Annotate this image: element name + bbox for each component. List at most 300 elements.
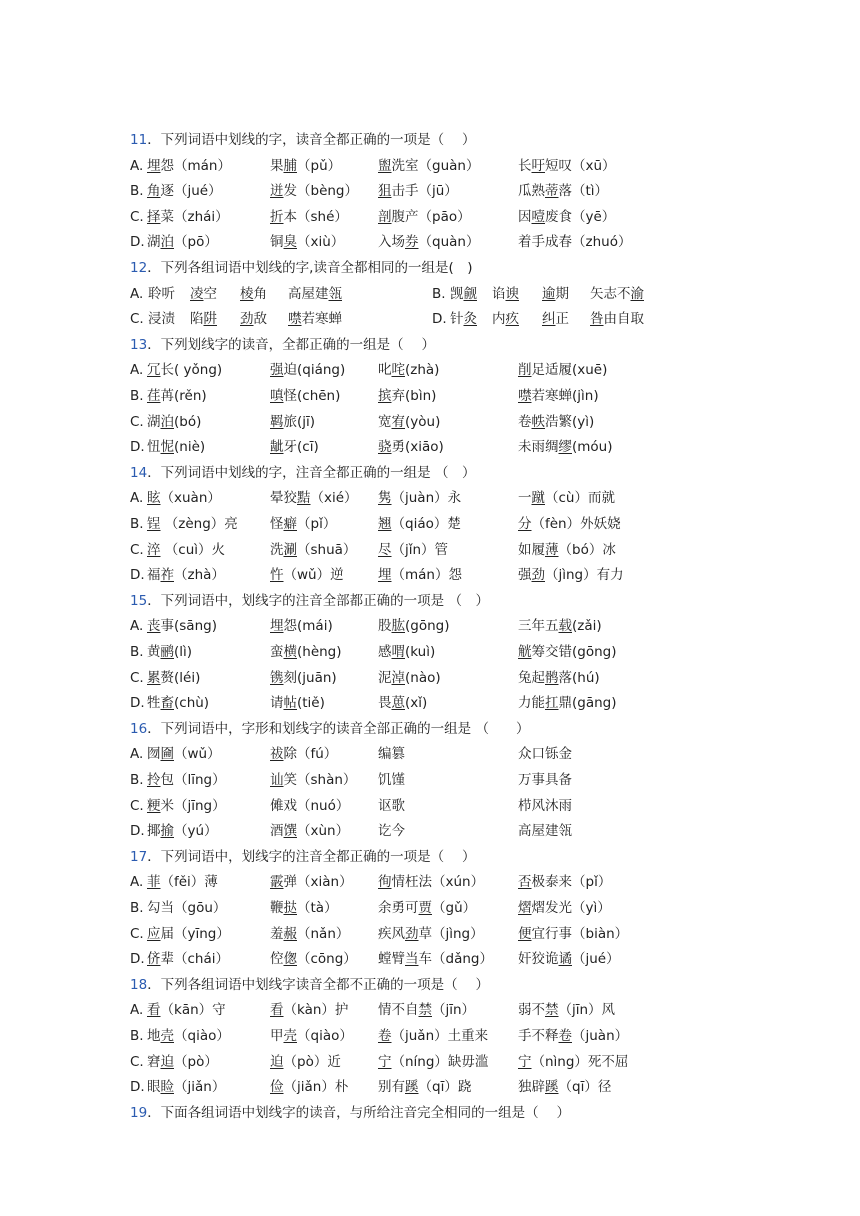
option-item [270, 871, 353, 893]
segment-text: (tiě) [297, 695, 325, 712]
segment-text: （quàn） [418, 234, 480, 251]
underlined-char: 宁 [518, 1053, 532, 1070]
segment-text: 奸狡诡 [518, 951, 559, 968]
segment-text: 着手成春（zhuó） [518, 234, 632, 251]
underlined-char: 薄 [545, 541, 559, 558]
segment-text: 泥 [378, 669, 392, 686]
segment-text: 落(hú) [558, 669, 600, 686]
underlined-char: 偬 [283, 951, 297, 968]
option-item [147, 743, 221, 765]
segment-text: （cōng） [297, 951, 357, 968]
segment-text: 怨（mán） [160, 157, 231, 174]
option-item [378, 897, 476, 919]
question-stem [130, 462, 475, 484]
segment-text: 羞 [270, 925, 284, 942]
underlined-char: 券 [405, 234, 419, 251]
segment-text: 角 [253, 285, 267, 302]
underlined-char: 揄 [160, 823, 174, 840]
option-item [542, 283, 569, 305]
segment-text: 由自取 [603, 311, 644, 328]
segment-text: 饥馑 [378, 772, 405, 788]
segment-text: 眼 [147, 1079, 161, 1096]
question-stem [130, 334, 435, 356]
segment-text: (lì) [174, 644, 193, 660]
segment-text: 傩戏（nuó） [270, 797, 350, 814]
option-item [378, 155, 479, 177]
question-number: 11 [130, 132, 148, 148]
segment-text: 股 [378, 618, 392, 635]
option-item [518, 1025, 628, 1047]
option-item [270, 359, 345, 381]
option-item [518, 411, 594, 433]
option-item [378, 1025, 488, 1047]
segment-text: 叱 [378, 362, 392, 379]
question-text: ．下列各组词语中划线字读音全都不正确的一项是（ ） [147, 976, 489, 993]
question-stem [130, 718, 529, 740]
option-label: B. [130, 772, 144, 788]
segment-text: 菜（zhái） [160, 208, 229, 225]
segment-text: 高屋建 [288, 285, 329, 302]
underlined-char: 便 [518, 925, 532, 942]
underlined-char: 卷 [558, 1028, 572, 1044]
segment-text: 足适履(xuē) [531, 362, 608, 379]
underlined-char: 咤 [391, 362, 405, 379]
segment-text: 极泰来（pǐ） [531, 874, 612, 891]
question-number: 14 [130, 464, 148, 481]
underlined-char: 鹂 [160, 644, 174, 660]
segment-text: （juǎn）土重来 [391, 1028, 489, 1044]
option-label: C. [130, 669, 144, 686]
segment-text: (bó) [174, 413, 202, 430]
segment-text: 针 [450, 311, 464, 328]
segment-text: 筹交错(gōng) [531, 644, 617, 660]
segment-text: 赘(léi) [160, 669, 201, 686]
underlined-char: 臭 [283, 234, 297, 251]
option-item [270, 820, 349, 842]
segment-text: （jué） [572, 951, 620, 968]
option-item [492, 283, 519, 305]
segment-text: （juàn） [572, 1028, 629, 1044]
underlined-char: 吁 [531, 157, 545, 174]
segment-text: 牲 [147, 695, 161, 712]
option-item [378, 231, 479, 253]
underlined-char: 蒂 [545, 183, 559, 200]
option-item [270, 564, 344, 586]
segment-text: （bó）冰 [558, 541, 616, 558]
option-label: B. [130, 900, 144, 916]
option-item [240, 308, 267, 330]
segment-text: 甲 [270, 1028, 284, 1044]
segment-text: 兔起 [518, 669, 545, 686]
option-label: D. [130, 1079, 145, 1096]
question-text: ．下列各组词语中划线的字,读音全都相同的一组是( ) [147, 260, 473, 276]
segment-text: 感 [378, 644, 392, 660]
underlined-char: 壳 [160, 1028, 174, 1044]
segment-text: 除（fú） [283, 746, 338, 763]
underlined-char: 噎 [531, 208, 545, 225]
segment-text: 宜行事（biàn） [531, 925, 629, 942]
option-item [518, 923, 628, 945]
segment-text: 怪(chēn) [283, 388, 341, 404]
option-label: B. [130, 388, 144, 404]
underlined-char: 羁 [270, 413, 284, 430]
underlined-char: 灸 [463, 311, 477, 328]
question-number: 17 [130, 848, 148, 865]
segment-text: (nào) [405, 669, 441, 686]
segment-text: 熠发光（yì） [531, 900, 611, 916]
segment-text: 福 [147, 567, 161, 584]
underlined-char: 埋 [147, 157, 161, 174]
underlined-char: 迫 [270, 1053, 284, 1070]
option-item [147, 795, 226, 817]
segment-text: 车（dǎng） [418, 951, 493, 968]
segment-text: 讴歌 [378, 797, 405, 814]
option-item [147, 180, 222, 202]
segment-text: （zèng）亮 [160, 516, 238, 532]
option-item [147, 948, 229, 970]
segment-text: 敌 [253, 311, 267, 328]
underlined-char: 荏 [147, 388, 161, 404]
underlined-char: 癖 [283, 516, 297, 532]
segment-text: 高屋建瓴 [518, 823, 572, 840]
underlined-char: 喟 [391, 644, 405, 660]
option-item [378, 539, 448, 561]
underlined-char: 睑 [160, 1079, 174, 1096]
segment-text: 内 [492, 311, 506, 328]
underlined-char: 鹘 [545, 669, 559, 686]
underlined-char: 逾 [542, 285, 556, 302]
segment-text: 事(sāng) [160, 618, 217, 635]
option-item [378, 180, 458, 202]
option-item [240, 283, 267, 305]
underlined-char: 强 [270, 362, 284, 379]
underlined-char: 剖 [378, 208, 392, 225]
option-item [270, 667, 337, 689]
underlined-char: 噤 [288, 311, 302, 328]
underlined-char: 贾 [418, 900, 432, 916]
option-item [378, 769, 405, 791]
option-item [378, 615, 450, 637]
option-item [270, 743, 337, 765]
option-item [147, 1025, 230, 1047]
option-item [378, 564, 462, 586]
option-item [270, 999, 348, 1021]
option-item [518, 231, 631, 253]
option-label: B. [130, 516, 144, 532]
segment-text: (gōng) [405, 618, 450, 635]
underlined-char: 噤 [518, 388, 532, 404]
underlined-char: 埋 [378, 567, 392, 584]
option-item [518, 743, 572, 765]
option-item [270, 539, 356, 561]
option-item [147, 871, 218, 893]
segment-text: 窘 [147, 1053, 161, 1070]
option-item [378, 667, 441, 689]
option-item [378, 411, 440, 433]
underlined-char: 迫 [160, 1053, 174, 1070]
underlined-char: 角 [147, 183, 161, 200]
option-item [270, 385, 340, 407]
option-item [147, 1051, 218, 1073]
segment-text: 囫 [147, 746, 161, 763]
underlined-char: 削 [518, 362, 532, 379]
option-item [518, 155, 616, 177]
option-label: D. [130, 439, 145, 456]
option-label: A. [130, 285, 144, 302]
option-item [378, 692, 427, 714]
segment-text: 长 [518, 157, 532, 174]
option-item [450, 308, 477, 330]
option-item [270, 180, 358, 202]
underlined-char: 迸 [270, 183, 284, 200]
underlined-char: 菲 [147, 874, 161, 891]
option-item [518, 769, 572, 791]
option-item [518, 359, 607, 381]
underlined-char: 折 [270, 208, 284, 225]
underlined-char: 摈 [378, 388, 392, 404]
underlined-char: 淖 [391, 669, 405, 686]
segment-text: 空 [203, 285, 217, 302]
option-item [518, 948, 620, 970]
segment-text: (móu) [572, 439, 613, 456]
segment-text: （tà） [297, 900, 338, 916]
underlined-char: 劲 [531, 567, 545, 584]
segment-text: 废食（yē） [545, 208, 616, 225]
option-label: A. [130, 1002, 144, 1019]
segment-text: 倥 [270, 951, 284, 968]
option-item [190, 308, 217, 330]
segment-text: 讫今 [378, 823, 405, 840]
underlined-char: 纠 [542, 311, 556, 328]
segment-text: （kàn）护 [283, 1002, 349, 1019]
option-item [147, 487, 221, 509]
option-item [270, 641, 342, 663]
segment-text: (xǐ) [405, 695, 428, 712]
option-item [270, 692, 325, 714]
segment-text: （mán）怨 [391, 567, 462, 584]
segment-text: (niè) [174, 439, 206, 456]
segment-text: 笑（shàn） [283, 772, 357, 788]
underlined-char: 载 [558, 618, 572, 635]
segment-text: 如履 [518, 541, 545, 558]
segment-text: 情不自 [378, 1002, 419, 1019]
segment-text: （cù）而就 [545, 490, 615, 507]
option-label: A. [130, 874, 144, 891]
segment-text: 浸渍 [148, 311, 175, 328]
underlined-char: 怩 [160, 439, 174, 456]
underlined-char: 卷 [378, 1028, 392, 1044]
option-item [147, 641, 192, 663]
segment-text: 强 [518, 567, 532, 584]
segment-text: 一 [518, 490, 532, 507]
underlined-char: 粳 [147, 797, 161, 814]
question-number: 18 [130, 976, 148, 993]
question-stem [130, 1102, 570, 1124]
underlined-char: 禁 [418, 1002, 432, 1019]
underlined-char: 棱 [240, 285, 254, 302]
segment-text: 刻(juān) [283, 669, 337, 686]
option-item [378, 641, 435, 663]
underlined-char: 俭 [270, 1079, 284, 1096]
option-item [147, 769, 226, 791]
question-number: 13 [130, 336, 148, 353]
underlined-char: 骁 [378, 439, 392, 456]
segment-text: 蛮 [270, 644, 284, 660]
option-item [518, 667, 600, 689]
underlined-char: 累 [147, 669, 161, 686]
segment-text: （xuàn） [160, 490, 221, 507]
option-item [518, 539, 616, 561]
option-item [378, 206, 471, 228]
option-item [518, 1051, 628, 1073]
option-item [518, 871, 611, 893]
segment-text: 击手（jū） [391, 183, 458, 200]
segment-text: 独辟 [518, 1079, 545, 1096]
option-item [270, 769, 356, 791]
underlined-char: 觎 [463, 285, 477, 302]
segment-text: 卷 [518, 413, 532, 430]
option-item [518, 692, 617, 714]
segment-text: 别有 [378, 1079, 405, 1096]
segment-text: 众口铄金 [518, 746, 572, 763]
option-label: C. [130, 797, 144, 814]
option-item [378, 1076, 471, 1098]
segment-text: 洗 [270, 541, 284, 558]
underlined-char: 黠 [297, 490, 311, 507]
underlined-char: 帖 [283, 695, 297, 712]
segment-text: 迫(qiáng) [283, 362, 346, 379]
option-item [270, 897, 338, 919]
segment-text: 谄 [492, 285, 506, 302]
underlined-char: 看 [270, 1002, 284, 1019]
option-item [378, 385, 436, 407]
option-item [378, 795, 405, 817]
option-item [518, 795, 572, 817]
segment-text: 手不释 [518, 1028, 559, 1044]
segment-text: (zhà) [405, 362, 440, 379]
segment-text: 腹产（pāo） [391, 208, 471, 225]
option-item [147, 820, 218, 842]
question-stem [130, 129, 475, 151]
segment-text: 揶 [147, 823, 161, 840]
segment-text: 本（shé） [283, 208, 348, 225]
underlined-char: 肱 [391, 618, 405, 635]
option-item [147, 231, 218, 253]
segment-text: （qiào） [297, 1028, 353, 1044]
question-text: ．下列词语中，划线字的注音全都正确的一项是（ ） [147, 848, 476, 865]
segment-text: （fèn）外妖娆 [531, 516, 621, 532]
segment-text: （gǔ） [432, 900, 477, 916]
option-label: D. [432, 311, 447, 328]
segment-text: （cuì）火 [160, 541, 226, 558]
option-item [270, 615, 333, 637]
option-item [190, 283, 217, 305]
question-text: ．下列划线字的读音，全都正确的一组是（ ） [147, 336, 435, 353]
option-item [518, 180, 608, 202]
underlined-char: 冗 [147, 362, 161, 379]
segment-text: 弱不 [518, 1002, 545, 1019]
segment-text: 宽 [378, 413, 392, 430]
segment-text: （xiù） [297, 234, 345, 251]
segment-text: (zǎi) [572, 618, 602, 635]
option-item [518, 564, 624, 586]
segment-text: （zhà） [174, 567, 225, 584]
option-item [147, 411, 201, 433]
underlined-char: 祚 [160, 567, 174, 584]
segment-text: 情枉法（xún） [391, 874, 485, 891]
question-stem [130, 846, 475, 868]
option-label: C. [130, 925, 144, 942]
segment-text: （qī）径 [558, 1079, 612, 1096]
segment-text: 短叹（xū） [545, 157, 616, 174]
segment-text: 黄 [147, 644, 161, 660]
option-label: C. [130, 541, 144, 558]
segment-text: (hèng) [297, 644, 342, 660]
segment-text: 苒(rěn) [160, 388, 207, 404]
option-item [270, 411, 315, 433]
underlined-char: 宥 [391, 413, 405, 430]
underlined-char: 疚 [505, 311, 519, 328]
segment-text: (chù) [174, 695, 210, 712]
segment-text: 洗室（guàn） [391, 157, 480, 174]
option-item [288, 283, 342, 305]
segment-text: （jīn）风 [558, 1002, 616, 1019]
underlined-char: 翘 [378, 516, 392, 532]
segment-text: （fěi）薄 [160, 874, 218, 891]
underlined-char: 赧 [283, 925, 297, 942]
underlined-char: 挞 [283, 900, 297, 916]
option-item [147, 436, 205, 458]
underlined-char: 择 [147, 208, 161, 225]
segment-text: 鼎(gāng) [558, 695, 617, 712]
option-item [378, 820, 405, 842]
option-item [270, 795, 349, 817]
option-label: D. [130, 695, 145, 712]
segment-text: 辈（chái） [160, 951, 230, 968]
underlined-char: 咎 [590, 311, 604, 328]
option-item [270, 231, 344, 253]
underlined-char: 看 [147, 1002, 161, 1019]
underlined-char: 狙 [378, 183, 392, 200]
segment-text: （xié） [310, 490, 358, 507]
option-item [270, 1076, 348, 1098]
option-label: A. [130, 362, 144, 379]
underlined-char: 霰 [270, 874, 284, 891]
segment-text: （kān）守 [160, 1002, 226, 1019]
underlined-char: 谀 [505, 285, 519, 302]
underlined-char: 葸 [391, 695, 405, 712]
underlined-char: 泊 [160, 413, 174, 430]
segment-text: （jīn） [432, 1002, 476, 1019]
option-label: B. [130, 1028, 144, 1044]
underlined-char: 渝 [630, 285, 644, 302]
segment-text: 三年五 [518, 618, 559, 635]
option-item [270, 513, 336, 535]
segment-text: 期 [555, 285, 569, 302]
option-item [147, 923, 230, 945]
underlined-char: 蹴 [531, 490, 545, 507]
segment-text: 发（bèng） [283, 183, 359, 200]
segment-text: 晕狡 [270, 490, 297, 507]
segment-text: 瓜熟 [518, 183, 545, 200]
option-item [378, 487, 461, 509]
option-item [518, 487, 615, 509]
segment-text: 正 [555, 311, 569, 328]
underlined-char: 馔 [283, 823, 297, 840]
segment-text: 牙(cī) [283, 439, 319, 456]
segment-text: 力能 [518, 695, 545, 712]
segment-text: 弃(bìn) [391, 388, 437, 404]
